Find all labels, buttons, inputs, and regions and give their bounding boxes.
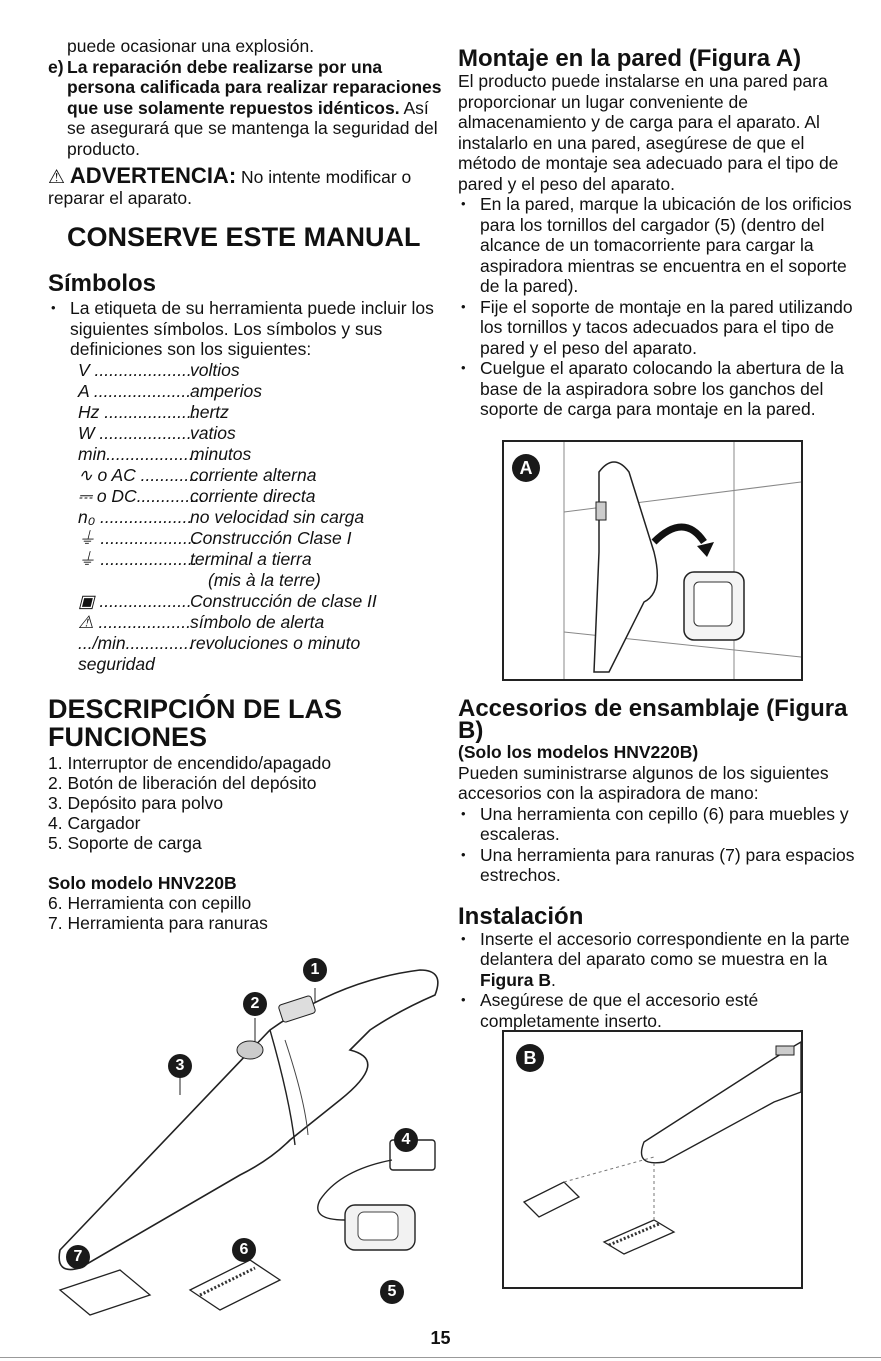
vacuum-nozzle (642, 1042, 802, 1163)
mount-bullet: • En la pared, marque la ubicación de los orificios para los tornillos del cargador (5) (dentro del alcance de un tomacorriente para cargar la aspiradora mientras se encuentra en el soporte de la pared). (458, 194, 856, 297)
symbol-row (48, 360, 443, 381)
callout-2: 2 (243, 992, 267, 1016)
figure-b-badge: B (516, 1044, 544, 1072)
model-title: Solo modelo HNV220B (48, 872, 237, 893)
symbol-key: A .................... (78, 380, 192, 401)
symbol-key: ⎓ o DC.............. (78, 485, 205, 506)
functions-list (48, 753, 443, 853)
symbol-key: ⏚ .................... (78, 527, 198, 548)
installation-bullet-1 (458, 929, 856, 991)
function-item: 5. Soporte de carga (48, 832, 202, 853)
accessory-bullet: • Una herramienta para ranuras (7) para espacios estrechos. (458, 845, 856, 886)
brush-tool (190, 1260, 280, 1310)
inst-b1-post: . (550, 969, 556, 990)
symbol-key: seguridad (78, 653, 155, 674)
symbol-value: voltios (190, 359, 240, 380)
item-e-letter: e) (48, 56, 64, 77)
page-number: 15 (430, 1328, 451, 1348)
symbol-row (48, 381, 443, 402)
symbol-row (48, 633, 443, 654)
figure-a (502, 440, 803, 681)
symbols-list (48, 360, 443, 675)
description-title: DESCRIPCIÓN DE LAS FUNCIONES (48, 693, 343, 752)
accessories-subtitle: (Solo los modelos HNV220B) (458, 742, 699, 762)
function-item: 2. Botón de liberación del depósito (48, 772, 317, 793)
warning-text: No intente modificar o reparar el aparato. (48, 167, 412, 208)
mount-bullet: • Fije el soporte de montaje en la pared utilizando los tornillos y tacos adecuados para el tipo de pared y el peso del aparato. (458, 297, 856, 359)
accessories-illustration (504, 1032, 801, 1287)
accessories-title: Accesorios de ensamblaje (Figura B) (458, 695, 848, 744)
symbol-value: Construcción de clase II (190, 590, 377, 611)
symbol-key: min................... (78, 443, 199, 464)
symbol-value: corriente directa (190, 485, 316, 506)
accessories-bullets (458, 804, 856, 886)
accessories-section (458, 695, 856, 1031)
callout-5: 5 (380, 1280, 404, 1304)
warning-label: ADVERTENCIA: (69, 163, 237, 188)
symbol-row (48, 465, 443, 486)
left-column (48, 36, 443, 933)
curved-arrow-icon (654, 527, 704, 542)
symbol-key: V .................... (78, 359, 192, 380)
symbol-value: terminal a tierra (190, 548, 312, 569)
callout-7: 7 (66, 1245, 90, 1269)
symbol-value: símbolo de alerta (190, 611, 325, 632)
symbol-key: ⏚ .................... (78, 548, 198, 569)
item-e-rest: Así se asegurará que se mantenga la seguridad del producto. (67, 97, 438, 159)
symbol-row (48, 549, 443, 570)
symbol-value: Construcción Clase I (190, 527, 352, 548)
right-column (458, 36, 856, 420)
symbol-row (48, 591, 443, 612)
symbol-key: n₀ ................... (78, 506, 193, 527)
accessory-bullet: • Una herramienta con cepillo (6) para muebles y escaleras. (458, 804, 856, 845)
symbol-key: ▣ ................... (78, 590, 192, 611)
symbol-value: revoluciones o minuto (190, 632, 361, 653)
figure-b (502, 1030, 803, 1289)
model-items-list (48, 893, 443, 933)
model-item: 7. Herramienta para ranuras (48, 913, 268, 933)
symbol-key: .../min.............. (78, 632, 194, 653)
symbol-row (48, 612, 443, 633)
callout-4: 4 (394, 1128, 418, 1152)
symbol-value: corriente alterna (190, 464, 317, 485)
wall-mount-illustration (504, 442, 801, 679)
brush-tool-b (604, 1220, 674, 1254)
accessories-intro: Pueden suministrarse algunos de los siguientes accesorios con la aspiradora de mano: (458, 762, 829, 803)
symbol-key: ∿ o AC .............. (78, 464, 209, 485)
warning-paragraph (48, 165, 443, 209)
crevice-tool-b (524, 1182, 579, 1217)
item-e-bold: La reparación debe realizarse por una persona calificada para realizar reparaciones que use solamente repuestos idénticos. (67, 56, 442, 118)
alert-triangle-icon: ⚠ (48, 167, 66, 188)
inst-b1-pre: Inserte el accesorio correspondiente en la parte delantera del aparato como se muestra en la (480, 928, 850, 969)
symbol-row (48, 486, 443, 507)
symbol-value: minutos (190, 443, 252, 464)
function-item: 3. Depósito para polvo (48, 792, 224, 813)
symbol-key: ⚠ ................... (78, 611, 191, 632)
mount-intro: El producto puede instalarse en una pared para proporcionar un lugar conveniente de almacenamiento y de carga para el aparato. Al instalarlo en una pared, asegúrese de que el método de montaje sea adecuado para el tipo de pared y el peso del aparato. (458, 71, 839, 194)
symbol-row (48, 507, 443, 528)
installation-bullet-2: • Asegúrese de que el accesorio esté completamente inserto. (458, 990, 856, 1031)
mount-bullet: • Cuelgue el aparato colocando la abertura de la base de la aspiradora sobre los ganchos del soporte de carga para montaje en la pared. (458, 358, 856, 420)
figure-a-badge: A (512, 454, 540, 482)
installation-title: Instalación (458, 902, 584, 930)
mount-title: Montaje en la pared (Figura A) (458, 45, 802, 72)
callout-3: 3 (168, 1054, 192, 1078)
function-item: 4. Cargador (48, 812, 141, 833)
item-e (48, 57, 443, 160)
symbol-row (48, 570, 443, 591)
bottom-rule (0, 1357, 881, 1358)
symbol-row (48, 528, 443, 549)
mount-bullets (458, 194, 856, 420)
symbol-value: (mis à la terre) (208, 569, 321, 590)
conserve-heading: CONSERVE ESTE MANUAL (67, 222, 421, 252)
inst-b1-bold: Figura B (480, 969, 551, 990)
symbol-row (48, 654, 443, 675)
symbol-key: Hz ................... (78, 401, 197, 422)
release-button (237, 1041, 263, 1059)
symbol-row (48, 423, 443, 444)
symbol-value: hertz (190, 401, 229, 422)
function-item: 1. Interruptor de encendido/apagado (48, 752, 332, 773)
symbols-title: Símbolos (48, 270, 157, 297)
symbols-intro: • La etiqueta de su herramienta puede incluir los siguientes símbolos. Los símbolos y sus definiciones son los siguientes: (48, 298, 443, 360)
symbol-key: W .................... (78, 422, 197, 443)
symbol-value: vatios (190, 422, 236, 443)
continued-line: puede ocasionar una explosión. (67, 36, 315, 56)
callout-1: 1 (303, 958, 327, 982)
symbol-row (48, 402, 443, 423)
symbol-row (48, 444, 443, 465)
callout-6: 6 (232, 1238, 256, 1262)
symbol-value: amperios (190, 380, 262, 401)
crevice-tool (60, 1270, 150, 1315)
model-item: 6. Herramienta con cepillo (48, 893, 252, 913)
symbol-value: no velocidad sin carga (190, 506, 365, 527)
